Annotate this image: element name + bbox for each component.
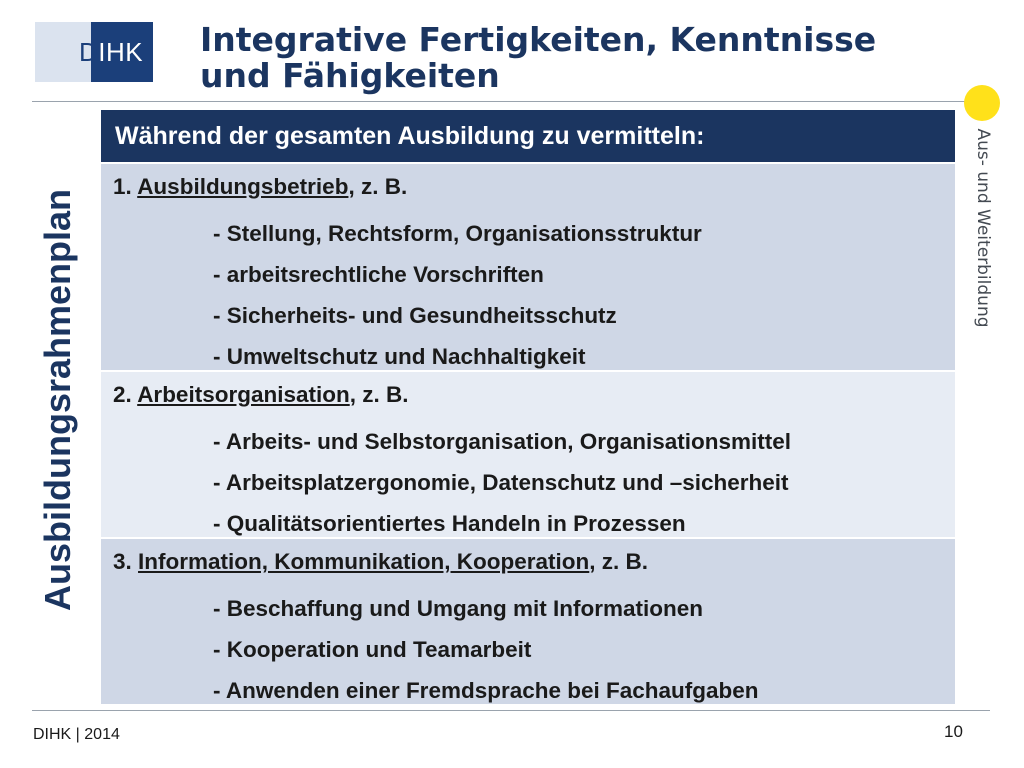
slide-title-line-1: Integrative Fertigkeiten, Kenntnisse (200, 20, 877, 59)
yellow-dot-icon (964, 85, 1000, 121)
section-topic: Arbeitsorganisation (137, 382, 350, 407)
section-arbeitsorganisation (101, 370, 955, 537)
slide-title (200, 22, 960, 94)
section-ausbildungsbetrieb (101, 162, 955, 370)
content-table (101, 110, 955, 704)
section-heading: 2. Arbeitsorganisation, z. B. (113, 382, 409, 407)
dihk-logo (35, 22, 153, 82)
side-tagline: Aus- und Weiterbildung (973, 128, 993, 328)
list-item: - Stellung, Rechtsform, Organisationsstruktur (213, 221, 702, 246)
list-item: - Qualitätsorientiertes Handeln in Prozessen (213, 511, 686, 536)
list-item: - Beschaffung und Umgang mit Informationen (213, 596, 703, 621)
section-information-kommunikation (101, 537, 955, 704)
page-number: 10 (944, 722, 963, 741)
list-item: - Sicherheits- und Gesundheitsschutz (213, 303, 617, 328)
list-item: - arbeitsrechtliche Vorschriften (213, 262, 544, 287)
bottom-divider (32, 710, 990, 711)
footer-label: DIHK | 2014 (33, 726, 120, 743)
list-item: - Umweltschutz und Nachhaltigkeit (213, 344, 586, 369)
list-item: - Anwenden einer Fremdsprache bei Fachaufgaben (213, 678, 759, 703)
section-topic: Ausbildungsbetrieb (137, 174, 349, 199)
list-item: - Arbeits- und Selbstorganisation, Organisationsmittel (213, 429, 791, 454)
list-item: - Arbeitsplatzergonomie, Datenschutz und –sicherheit (213, 470, 789, 495)
top-divider (32, 101, 990, 102)
table-header: Während der gesamten Ausbildung zu vermitteln: (101, 110, 955, 162)
list-item: - Kooperation und Teamarbeit (213, 637, 532, 662)
slide-title-line-2: und Fähigkeiten (200, 56, 500, 95)
section-heading: 1. Ausbildungsbetrieb, z. B. (113, 174, 408, 199)
section-heading: 3. Information, Kommunikation, Kooperation, z. B. (113, 549, 649, 574)
section-topic: Information, Kommunikation, Kooperation (138, 549, 590, 574)
vertical-plan-label: Ausbildungsrahmenplan (37, 188, 78, 612)
logo-text: DIHK (79, 37, 144, 67)
